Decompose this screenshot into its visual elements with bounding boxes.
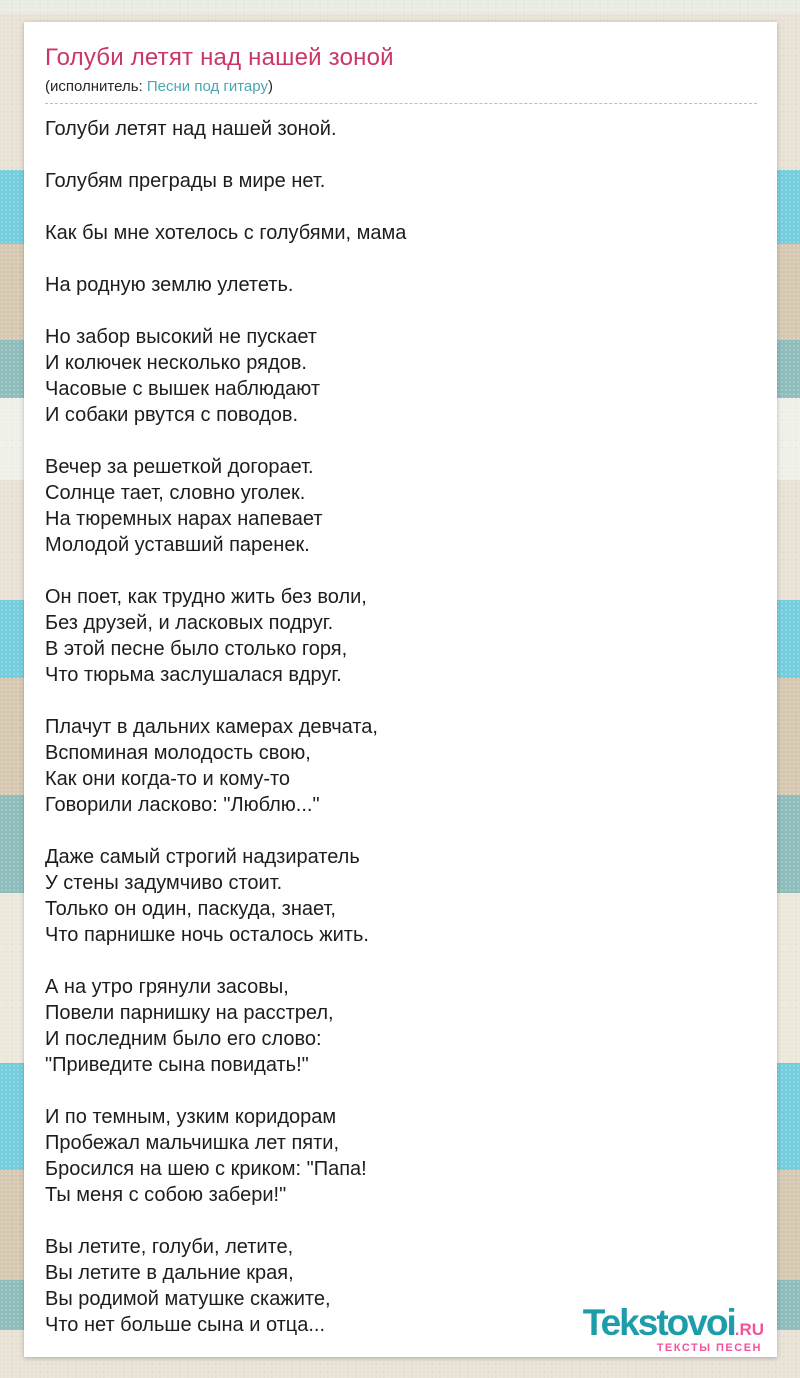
logo-name: Tekstovoi bbox=[582, 1302, 735, 1343]
lyrics bbox=[45, 116, 757, 1338]
lyrics-stanza: На родную землю улететь. bbox=[45, 274, 294, 296]
performer-line bbox=[45, 78, 757, 96]
lyrics-stanza: Но забор высокий не пускает И колючек несколько рядов. Часовые с вышек наблюдают И собаки рвутся с поводов. bbox=[45, 326, 320, 426]
logo-wordmark bbox=[583, 1304, 764, 1341]
lyrics-stanza: А на утро грянули засовы, Повели парнишку на расстрел, И последним было его слово: "Приведите сына повидать!" bbox=[45, 976, 334, 1076]
lyrics-stanza: Даже самый строгий надзиратель У стены задумчиво стоит. Только он один, паскуда, знает, Что парнишке ночь осталось жить. bbox=[45, 846, 369, 946]
lyrics-stanza: Плачут в дальних камерах девчата, Вспоминая молодость свою, Как они когда-то и кому-то Говорили ласково: "Люблю..." bbox=[45, 716, 378, 816]
performer-label: (исполнитель: bbox=[45, 78, 147, 95]
content-card bbox=[24, 22, 777, 1357]
lyrics-stanza: Голубям преграды в мире нет. bbox=[45, 170, 326, 192]
lyrics-stanza: И по темным, узким коридорам Пробежал мальчишка лет пяти, Бросился на шею с криком: "Папа! Ты меня с собою забери!" bbox=[45, 1106, 367, 1206]
lyrics-stanza: Как бы мне хотелось с голубями, мама bbox=[45, 222, 407, 244]
performer-label-close: ) bbox=[267, 78, 273, 95]
logo-domain: .RU bbox=[734, 1320, 764, 1339]
performer-link[interactable]: Песни под гитару bbox=[146, 78, 268, 95]
page-title: Голуби летят над нашей зоной bbox=[45, 44, 394, 71]
song-header bbox=[45, 44, 757, 104]
lyrics-stanza: Вечер за решеткой догорает. Солнце тает, словно уголек. На тюремных нарах напевает Молодой уставший паренек. bbox=[45, 456, 323, 556]
lyrics-stanza: Вы летите, голуби, летите, Вы летите в дальние края, Вы родимой матушке скажите, Что нет больше сына и отца... bbox=[45, 1236, 331, 1336]
lyrics-stanza: Голуби летят над нашей зоной. bbox=[45, 118, 337, 140]
lyrics-stanza: Он поет, как трудно жить без воли, Без друзей, и ласковых подруг. В этой песне было столько горя, Что тюрьма заслушалася вдруг. bbox=[45, 586, 367, 686]
logo-tagline: ТЕКСТЫ ПЕСЕН bbox=[656, 1342, 762, 1354]
tekstovoi-logo[interactable] bbox=[583, 1304, 764, 1354]
